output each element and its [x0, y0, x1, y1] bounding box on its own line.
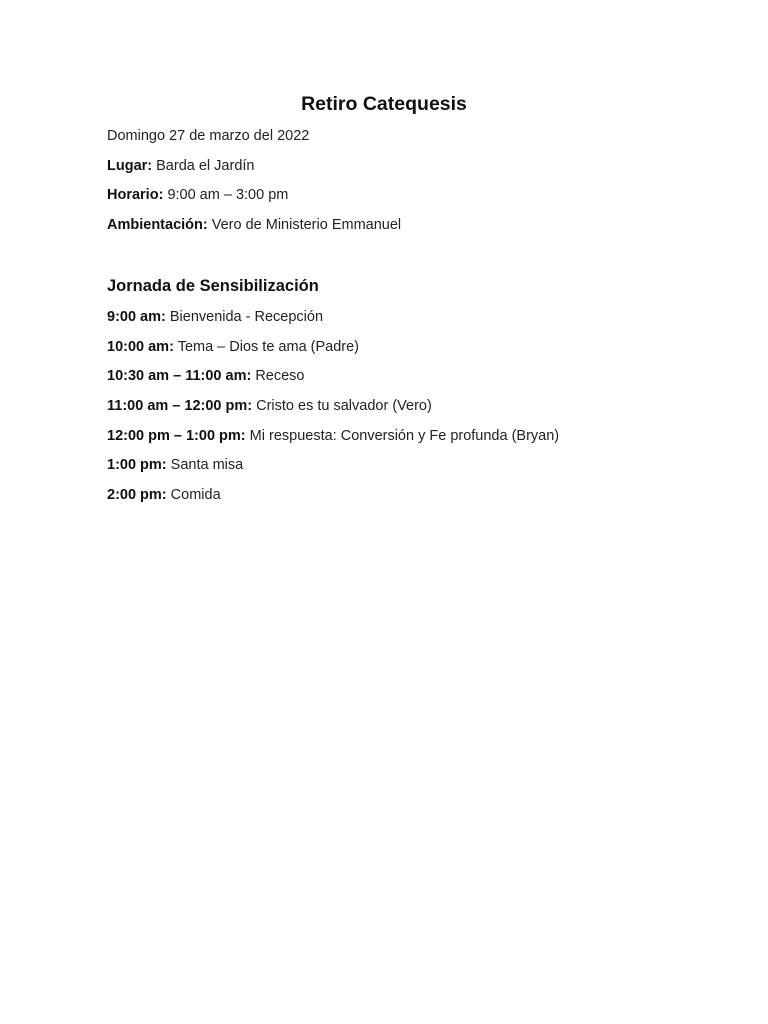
schedule-activity: Cristo es tu salvador (Vero) — [256, 398, 432, 415]
schedule-time: 2:00 pm: — [107, 487, 167, 504]
event-info — [107, 126, 401, 245]
schedule-activity: Bienvenida - Recepción — [169, 309, 324, 325]
detail-value: Barda el Jardín — [156, 157, 255, 174]
section-heading: Jornada de Sensibilización — [107, 277, 319, 295]
schedule-activity: Mi respuesta: Conversión y Fe profunda (Bryan) — [249, 427, 560, 444]
schedule-time: 11:00 am – 12:00 pm: — [107, 398, 253, 415]
schedule-item — [107, 485, 559, 515]
schedule-item — [107, 366, 559, 396]
schedule-item — [107, 307, 559, 337]
document-title: Retiro Catequesis — [301, 93, 467, 115]
schedule-item — [107, 396, 559, 426]
schedule-time: 1:00 pm: — [107, 457, 167, 474]
detail-ambience — [107, 215, 401, 245]
detail-label: Lugar: — [107, 157, 153, 174]
detail-value: 9:00 am – 3:00 pm — [167, 187, 289, 204]
schedule-item — [107, 426, 559, 456]
schedule-list — [107, 307, 559, 515]
detail-label: Ambientación: — [107, 217, 208, 234]
schedule-time: 9:00 am: — [107, 309, 166, 325]
schedule-time: 10:30 am – 11:00 am: — [107, 368, 252, 385]
date-line: Domingo 27 de marzo del 2022 — [107, 128, 310, 144]
schedule-activity: Comida — [170, 487, 221, 504]
schedule-activity: Santa misa — [170, 457, 244, 474]
schedule-item — [107, 455, 559, 485]
schedule-time: 10:00 am: — [107, 338, 174, 355]
detail-schedule-hours — [107, 185, 401, 215]
schedule-activity: Tema – Dios te ama (Padre) — [177, 338, 360, 355]
schedule-item — [107, 337, 559, 367]
detail-location — [107, 156, 401, 186]
detail-label: Horario: — [107, 187, 164, 204]
detail-value: Vero de Ministerio Emmanuel — [211, 217, 402, 234]
schedule-time: 12:00 pm – 1:00 pm: — [107, 427, 246, 444]
schedule-activity: Receso — [255, 368, 305, 385]
